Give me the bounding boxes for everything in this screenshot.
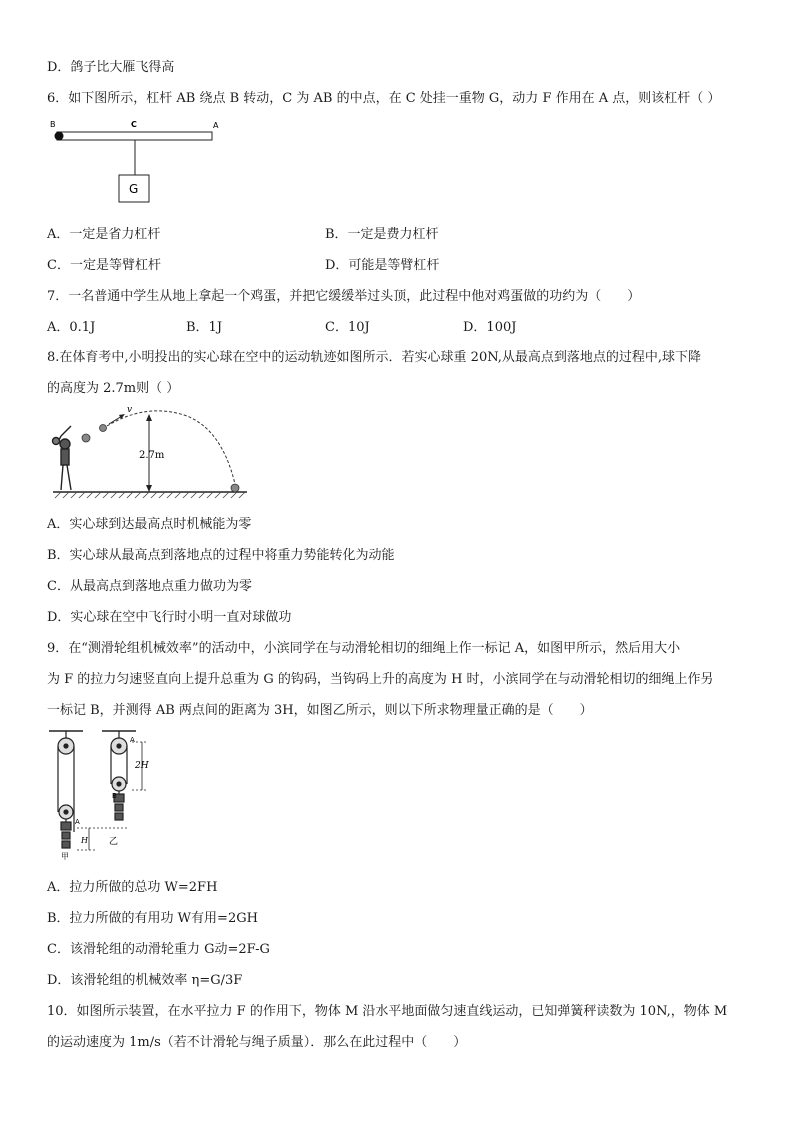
ball-landing <box>231 484 239 492</box>
q7-option-b: B．1J <box>186 320 223 335</box>
q7-option-d: D．100J <box>463 320 517 335</box>
pulley-label-a: A <box>75 818 80 826</box>
shot-put-figure <box>47 404 257 506</box>
pulley-label-2h: 2H <box>135 761 149 771</box>
q9-stem-line1: 9．在“测滑轮组机械效率”的活动中，小滨同学在与动滑轮相切的细绳上作一标记 A，如图甲所示，然后用大小 <box>47 641 681 656</box>
weight-label-g: G <box>129 182 139 196</box>
q9-option-d: D．该滑轮组的机械效率 η=G/3F <box>47 973 243 988</box>
height-label: 2.7m <box>139 450 165 461</box>
q8-option-d: D．实心球在空中飞行时小明一直对球做功 <box>47 610 292 625</box>
q9-option-a: A．拉力所做的总功 W=2FH <box>47 880 218 895</box>
q5-option-d: D．鸽子比大雁飞得高 <box>47 60 175 75</box>
pulley-label-h: H <box>81 836 88 845</box>
pulley-label-b: B <box>112 792 117 800</box>
pulley-label-yi: 乙 <box>109 837 119 847</box>
lever-bar <box>57 132 212 140</box>
pulley-figure <box>47 728 162 862</box>
q6-option-c: C．一定是等臂杠杆 <box>47 258 161 273</box>
height-arrow-bottom <box>146 485 152 492</box>
q9-option-b: B．拉力所做的有用功 W有用=2GH <box>47 911 258 926</box>
q7-option-a: A．0.1J <box>47 320 96 335</box>
pulley-label-jia: 甲 <box>61 852 69 861</box>
pulley-system-jia <box>58 731 74 848</box>
ball-position-1 <box>82 434 90 442</box>
pulley-system-yi <box>111 731 127 820</box>
q8-option-c: C．从最高点到落地点重力做功为零 <box>47 579 252 594</box>
lever-label-c: C <box>131 120 137 129</box>
height-arrow-top <box>146 414 152 421</box>
q6-stem: 6．如下图所示，杠杆 AB 绕点 B 转动，C 为 AB 的中点，在 C 处挂一重物 G，动力 F 作用在 A 点，则该杠杆（ ） <box>47 91 721 106</box>
q8-option-b: B．实心球从最高点到落地点的过程中将重力势能转化为动能 <box>47 548 395 563</box>
q8-stem-line1: 8.在体育考中,小明投出的实心球在空中的运动轨迹如图所示．若实心球重 20N,从最高点到落地点的过程中,球下降 <box>47 350 702 365</box>
q9-stem-line2: 为 F 的拉力匀速竖直向上提升总重为 G 的钩码，当钩码上升的高度为 H 时，小滨同学在与动滑轮相切的细绳上作另 <box>47 672 714 687</box>
lever-label-a: A <box>213 121 219 130</box>
q10-stem-line1: 10．如图所示装置，在水平拉力 F 的作用下，物体 M 沿水平地面做匀速直线运动，已知弹簧秤读数为 10N,，物体 M <box>47 1004 728 1019</box>
q9-option-c: C．该滑轮组的动滑轮重力 G动=2F-G <box>47 942 270 957</box>
q6-option-b: B．一定是费力杠杆 <box>325 227 439 242</box>
velocity-arrow <box>109 416 122 424</box>
q10-stem-line2: 的运动速度为 1m/s（若不计滑轮与绳子质量）．那么在此过程中（ ） <box>47 1035 467 1050</box>
thrower-figure <box>53 426 72 490</box>
q6-option-a: A．一定是省力杠杆 <box>47 227 161 242</box>
lever-figure <box>47 116 222 206</box>
q8-option-a: A．实心球到达最高点时机械能为零 <box>47 517 252 532</box>
velocity-label: v <box>127 405 133 415</box>
lever-label-b: B <box>50 120 56 129</box>
trajectory-path <box>107 411 235 484</box>
pivot-b <box>55 132 64 141</box>
q6-option-d: D．可能是等臂杠杆 <box>325 258 440 273</box>
ball-position-2 <box>100 425 107 432</box>
q7-option-c: C．10J <box>325 320 370 335</box>
q9-stem-line3: 一标记 B，并测得 AB 两点间的距离为 3H，如图乙所示，则以下所求物理量正确的是（ ） <box>47 703 593 718</box>
q7-stem: 7．一名普通中学生从地上拿起一个鸡蛋，并把它缓缓举过头顶，此过程中他对鸡蛋做的功约为（ ） <box>47 289 641 304</box>
q8-stem-line2: 的高度为 2.7m则（ ） <box>47 381 180 396</box>
pulley-label-a-yi: A <box>130 736 135 744</box>
ground-hatch <box>55 492 245 498</box>
